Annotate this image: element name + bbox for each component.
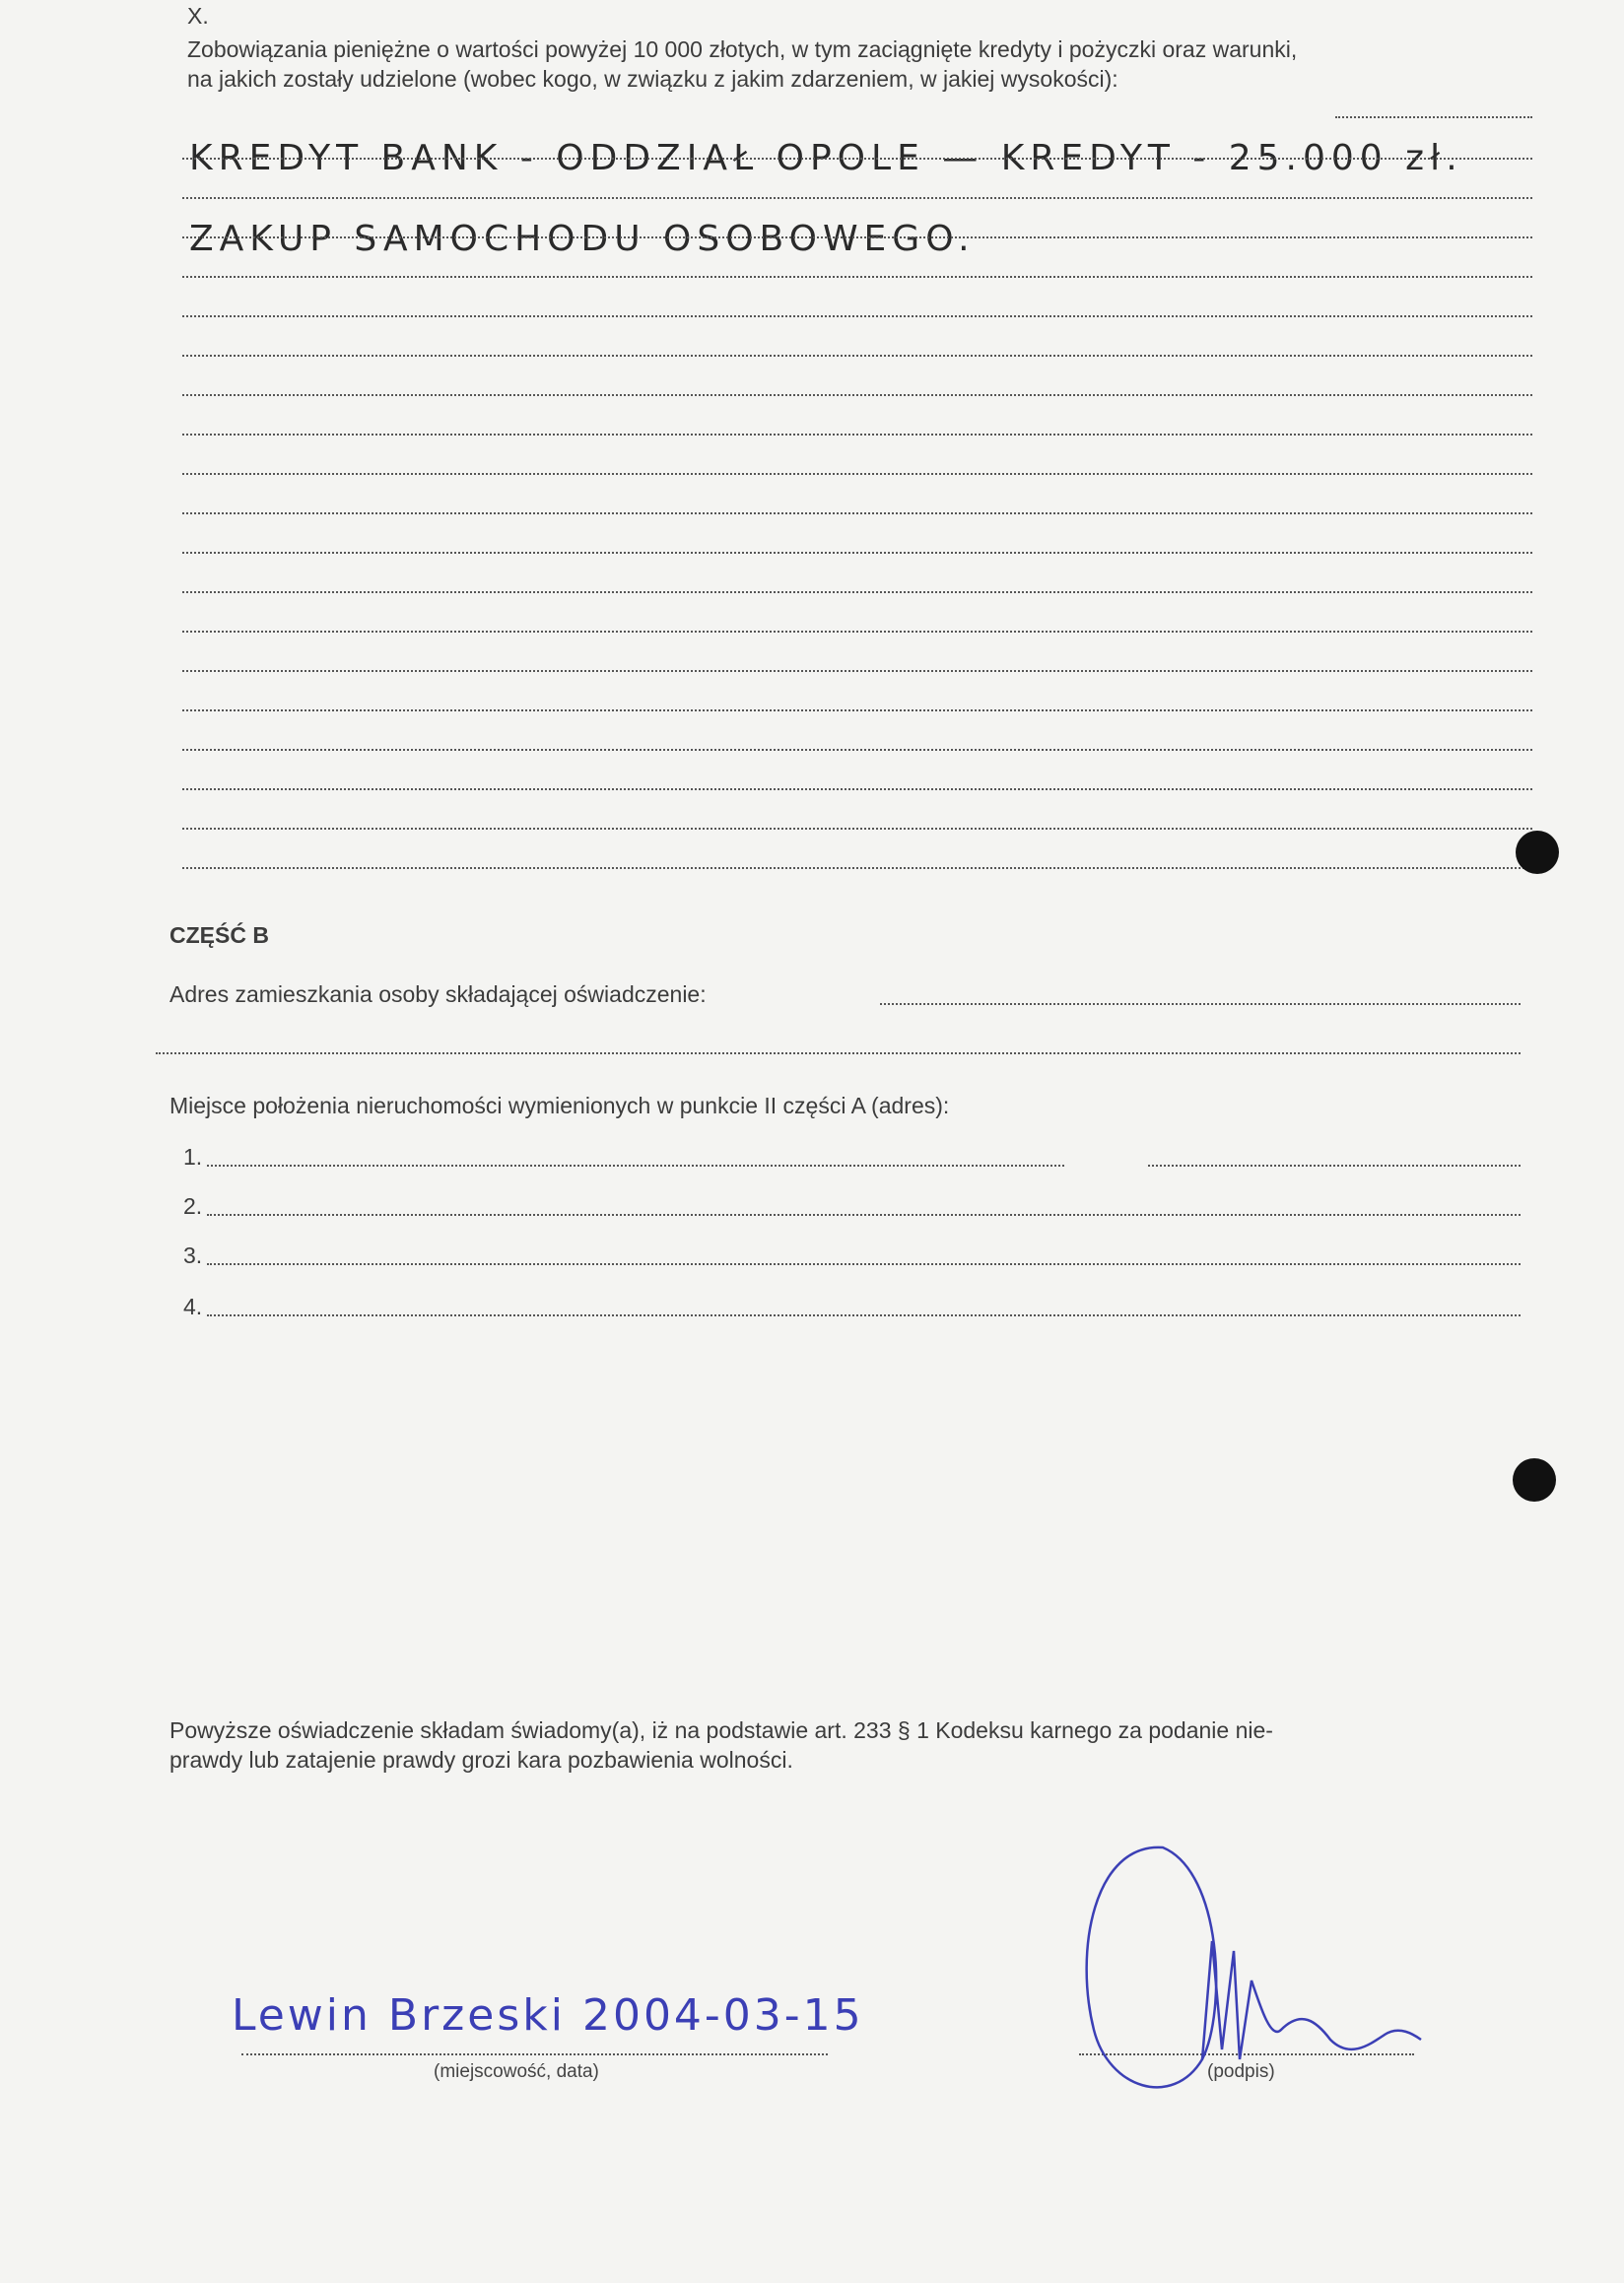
answer-line: [182, 512, 1532, 514]
address-line: [156, 1052, 1521, 1054]
signature-caption: (podpis): [1207, 2061, 1275, 2082]
property-label: Miejsce położenia nieruchomości wymienionych w punkcie II części A (adres):: [169, 1093, 950, 1118]
answer-line: [182, 591, 1532, 593]
answer-line: [182, 749, 1532, 751]
property-item-number: 1.: [183, 1144, 203, 1170]
answer-line: [182, 867, 1532, 869]
section-x-line1: Zobowiązania pieniężne o wartości powyżej 10 000 złotych, w tym zaciągnięte kredyty i pożyczki oraz warunki,: [187, 36, 1298, 62]
answer-line: [182, 788, 1532, 790]
answer-line: [182, 276, 1532, 278]
property-item-number: 4.: [183, 1294, 203, 1319]
answer-line: [182, 355, 1532, 357]
answer-line: [182, 552, 1532, 554]
answer-line: [182, 434, 1532, 436]
punch-hole: [1516, 831, 1559, 874]
handwritten-place-date: Lewin Brzeski 2004-03-15: [232, 1990, 864, 2041]
property-line: [207, 1214, 1521, 1216]
place-date-caption: (miejscowość, data): [434, 2061, 599, 2082]
part-b-heading: CZĘŚĆ B: [169, 922, 269, 948]
place-date-line: [241, 2053, 828, 2055]
property-line: [1148, 1165, 1521, 1167]
answer-line: [182, 828, 1532, 830]
answer-line: [182, 236, 1532, 238]
signature-drawing: [1054, 1833, 1488, 2128]
handwritten-answer-line1: KREDYT BANK - ODDZIAŁ OPOLE — KREDYT - 25.000 zł.: [189, 138, 1463, 178]
property-item-number: 2.: [183, 1193, 203, 1219]
address-label: Adres zamieszkania osoby składającej oświadczenie:: [169, 981, 707, 1007]
property-line: [207, 1263, 1521, 1265]
address-line: [880, 1003, 1521, 1005]
section-number: X.: [187, 3, 209, 29]
answer-line: [182, 197, 1532, 199]
answer-line: [182, 158, 1532, 160]
answer-line: [182, 631, 1532, 633]
answer-line: [182, 394, 1532, 396]
declaration-line2: prawdy lub zatajenie prawdy grozi kara pozbawienia wolności.: [169, 1747, 793, 1773]
answer-line: [182, 670, 1532, 672]
answer-line: [182, 473, 1532, 475]
punch-hole: [1513, 1458, 1556, 1502]
answer-line: [182, 315, 1532, 317]
declaration-line1: Powyższe oświadczenie składam świadomy(a), iż na podstawie art. 233 § 1 Kodeksu karnego za podanie nie-: [169, 1717, 1273, 1743]
property-item-number: 3.: [183, 1242, 203, 1268]
answer-line: [182, 709, 1532, 711]
section-x-line2: na jakich zostały udzielone (wobec kogo, w związku z jakim zdarzeniem, w jakiej wysokości):: [187, 66, 1118, 92]
handwritten-answer-line2: ZAKUP SAMOCHODU OSOBOWEGO.: [189, 219, 976, 259]
property-line: [207, 1165, 1064, 1167]
property-line: [207, 1314, 1521, 1316]
answer-line: [1335, 116, 1532, 118]
